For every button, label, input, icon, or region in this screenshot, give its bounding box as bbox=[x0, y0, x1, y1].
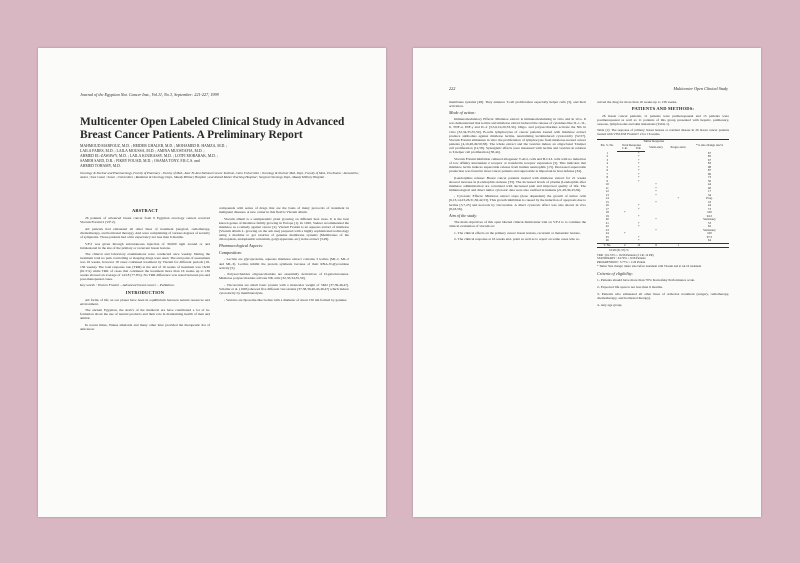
body-paragraph: - Vesicles are liposome-like bodies with a diameter of about 150 nm formed by genuine bbox=[224, 297, 347, 302]
table-cell: 7 bbox=[606, 171, 609, 176]
table-cell: 73 bbox=[707, 206, 711, 211]
table-cell: 100 bbox=[707, 210, 712, 215]
table-header: Total Response bbox=[622, 142, 641, 147]
table-cell: 8 bbox=[606, 175, 609, 180]
mode-of-action-heading: Mode of action: bbox=[449, 110, 476, 116]
table-cell: + bbox=[637, 213, 640, 218]
table-footnote: PROGRESSION : 3.77% = 1/26 Patient bbox=[597, 260, 646, 265]
abstract-paragraph: All patients had exhausted all other lines of treatment (surgical, radiotherapy, chemotherapy, and hormonal therapy). And were complaining of various degrees of severity of symptoms. Those patients had a life expectancy not less than 6 months. bbox=[80, 226, 210, 239]
table-cell: 34 bbox=[707, 192, 711, 197]
criteria-item: 2- Expected life span is not less than 6 months. bbox=[597, 285, 663, 290]
tumor-response-table bbox=[597, 139, 729, 248]
table-cell: 20 bbox=[605, 217, 609, 222]
table-cell: T. No. bbox=[597, 243, 617, 248]
table-cell: 96 bbox=[707, 171, 711, 176]
body-paragraph: Viscum Fraxini inhibition cultured allogeneic T-ALL cells and B-CLL cells with no induction of low affinity interleukin 2 receptor or transferrin receptor expression [5]. This indicates that mistletoe lectin induces superoxide release from human neutrophils [13]. Decreased superoxide production was found in most cancer patients and superoxide is important in host defense [34]. bbox=[449, 156, 586, 173]
body-paragraph: 2- The clinical response at 16 weeks end- point as well as to report on some cases who re- bbox=[454, 237, 580, 242]
page-number: 222 bbox=[449, 86, 456, 91]
body-paragraph: 26 breast cancer patients, 11 patients were premenopausal and 15 patients were postmenopausal as well as 11 patients of this group presented with hepatic, pulmonary, osseous, lymph nodes and skin metastasis (Table 1). bbox=[597, 114, 729, 127]
table-cell: 18 bbox=[605, 210, 609, 215]
table-cell: + bbox=[637, 224, 640, 229]
table-cell: 14 bbox=[632, 243, 645, 248]
table-cell: 6 bbox=[606, 168, 609, 173]
criteria-item: 4- Any age group. bbox=[597, 302, 623, 307]
table-cell: 10 bbox=[605, 182, 609, 187]
body-paragraph: 1- The clinical effects on the primary cancer breast lesions, recurrent or metastatic lesions. bbox=[454, 230, 581, 235]
table-cell: 16 bbox=[605, 203, 609, 208]
table-cell: Stationary bbox=[703, 217, 716, 222]
table-cell: 25 bbox=[605, 234, 609, 239]
body-paragraph: Immunomodulatory Effects: Mistletoe extract is immunomodulating in vitro and in vivo. It was demonstrated that lectins and mistletoe extract induced the release of cytokines like IL-1, IL-6, TNF-α, INF-γ and IL-2 [3,5,6,10,20,33,34]. Oligo- and polysaccharides activate the NK in vitro [32,34,35,55,59]. B-cells lymphocytes of cancer patients treated with mistletoe extract produce antibodies against mistletoe lectins, neutralizing lectininduced cytotoxicity [52,57]. Viscum Fraxini stimulates in vitro the proliferation of lymphocytes from mistletoe-treated cancer patients [4,10,48,49,50,58]. The whole extract and the vesicles induce an oligoclonal T-helper cell proliferation [12,58]. Synergistic effects were measured with lectins and vesicles in relation to T-helper cell proliferation [38,44]. bbox=[449, 117, 586, 155]
table-footnote: TRR : (61.53% = 16/26 Patients (2 CR, 14 PR) bbox=[597, 252, 654, 257]
table-cell: 67 bbox=[707, 157, 711, 162]
journal-header: Journal of the Egyptian Nat. Cancer Inst., Vol.11, No.3, September: 221-227, 1999 bbox=[80, 92, 219, 97]
table-cell: 2 bbox=[606, 154, 609, 159]
table-cell: + bbox=[637, 203, 640, 208]
table-cell: 24 bbox=[605, 231, 609, 236]
abstract-heading: ABSTRACT bbox=[131, 208, 159, 213]
table-cell: + bbox=[637, 161, 640, 166]
composition-heading: Composition: bbox=[219, 250, 242, 256]
table-header: C.R. bbox=[617, 147, 632, 151]
keywords: Key words : Viscum Fraxini – Advanced breast cancer – Palliation. bbox=[80, 283, 175, 288]
table-cell: + bbox=[655, 185, 657, 190]
pharmacological-heading: Pharmacological Aspects: bbox=[219, 243, 264, 249]
table-cell: 21 bbox=[605, 220, 609, 225]
table-cell: + bbox=[637, 154, 640, 159]
abstract-paragraph: 26 patients of advanced breast cancer from 9 Egyptian oncology centers received Viscum Fraxini 2 (V.F.2). bbox=[80, 216, 210, 225]
left-page bbox=[38, 48, 386, 517]
table-cell: 94.5 bbox=[706, 213, 713, 218]
table-cell: 19 bbox=[605, 213, 609, 218]
body-paragraph: ceived the drug for more than 16 weeks up to 136 weeks. bbox=[597, 100, 678, 104]
table-cell: + bbox=[677, 196, 680, 201]
table-header: Pat. S. No. bbox=[597, 140, 617, 152]
affiliations: Oncology & Nuclear and Pharmacology, Faculty of Pharmacy , Faculty of Med., Kasr El-Aini National Cancer Institute, Cairo Universities ; Oncology & Nuclear Med. Dept., Faculty of Med., Ein-Shams ; Alexandria ; Assiut ; Suez Canal ; Sonar , Universities ; Radiation & Oncology Dept., Maady Military Hospital ; and Ahmed Maher Teaching Hospital ; Surgical Oncology Dept., Maady Military Hospital . bbox=[80, 171, 360, 179]
intro-paragraph: The ancient Egyptian, the Arab's of the medieval era have contributed a lot of in-formation about the use of natural products and their role in maintaining health of man and animal. bbox=[80, 308, 210, 321]
table-cell: 73 bbox=[707, 175, 711, 180]
running-head: Multicenter Open Clinical Study bbox=[673, 86, 728, 91]
table-cell: 40 bbox=[707, 185, 711, 190]
table-cell: Stationary bbox=[703, 227, 716, 232]
table-cell: 5 bbox=[606, 164, 609, 169]
table-cell: + bbox=[637, 168, 640, 173]
body-paragraph: - Viscotoxins are small basic protein with a molecular weight of 5KD [37,39,46,47]. Schaller et al. (1995) showed five different viscotoxins [37,38,39,40,45,46,47] which induce cytotoxicity by membranolysis. bbox=[219, 282, 349, 296]
table-cell: 4 bbox=[606, 161, 609, 166]
table-cell: 16 bbox=[707, 199, 711, 204]
table-cell: 23 bbox=[605, 227, 609, 232]
table-cell: Prog. bbox=[706, 196, 713, 201]
table-cell: 100 bbox=[707, 231, 712, 236]
table-cell: 67 bbox=[707, 150, 711, 155]
table-cell: + bbox=[637, 175, 640, 180]
intro-paragraph: All forms of life on our planet have been in equilibrium between natural resources and environment. bbox=[80, 297, 210, 306]
table-cell: 64 bbox=[707, 238, 711, 243]
author-line: SAMEH SAED, D.R. ; FIKRY FOUAD, M.D. ; OSAMA TONY, F.R.C.S. and bbox=[80, 159, 200, 164]
table-cell: 17 bbox=[707, 189, 711, 194]
abstract-paragraph: V.F.2 was given through subcutaneous injection of 30,000 ngm around or and intralesional in the site of the primary or recurrent breast lesions. bbox=[80, 241, 210, 250]
right-page-column-1 bbox=[449, 100, 586, 244]
table-cell: 85 bbox=[707, 154, 711, 159]
table-cell: 17 bbox=[605, 206, 609, 211]
body-paragraph: β-endorphins release: Breast cancer patients treated with mistletoe extract for 21 weeks showed increase in β-endorphin realease [33]. The increased levels of plasma β-endorphin after mistletoe administration are correlated with decreased pain and improved quality of life. The immunological and direct tumor cytotoxic data were also verified in humans [21,28,30,43,56]. bbox=[449, 175, 586, 192]
criteria-heading: Criteria of eligibility: bbox=[597, 271, 634, 277]
table-footnotes bbox=[597, 254, 729, 268]
table-cell: 1 bbox=[606, 150, 609, 155]
article-title: Multicenter Open Labeled Clinical Study in Advanced Breast Cancer Patients. A Preliminary Report bbox=[80, 116, 345, 141]
table-caption: Table (1): The response of primary breast lesions or residual disease in 26 breast cancer patients treated with VISCUM Fraxini® 2 for 16 weeks. bbox=[597, 127, 729, 136]
criteria-item: 3- Patients who exhausted all other lines of orthodox treatment (surgery, radiotherapy, chemotherapy, and hormonal therapy). bbox=[597, 291, 729, 300]
body-paragraph: - Polysaccharides oligosaccharides are essentially derivatives of D-galacturonates. Mistletoe polysaccharides activate NK cells [32,33,34,35,59]. bbox=[219, 272, 349, 281]
introduction-heading: INTRODUCTION bbox=[125, 289, 165, 295]
author-line: LAILA FARES, M.D. ; LAILA MOUSSA, M.D. ; AMINA MUOSTAFIA, M.D. ; bbox=[80, 149, 205, 154]
table-cell: + bbox=[637, 234, 640, 239]
table-cell: + bbox=[655, 217, 657, 222]
table-cell: 26 bbox=[605, 238, 609, 243]
table-header: Progre-ssive bbox=[670, 144, 686, 149]
table-cell: + bbox=[637, 206, 640, 211]
abstract-paragraph: The clinical and laboratory examinations were conducted once weekly. During the treatment total no pain controlling or sleeping drugs were used. The end point of assessment was 16 weeks, however 18 cases continued treatment by Viscum for different periods (18-136 weeks). The total response rate (TRR) at the end of 16 weeks of treatment was 16/26 (61.5%) while TRR of cases that continued the treatment more than 16 weeks up to 136 weeks showed an average of 14/18 (77.8%). No TRR difference was noted between pre-and post-menopausal cases. bbox=[80, 252, 210, 281]
right-page bbox=[413, 48, 761, 517]
table-header: Tumor Response bbox=[617, 140, 689, 144]
table-cell: + bbox=[623, 210, 626, 215]
patients-methods-heading: PATIENTS AND METHODS: bbox=[631, 106, 695, 112]
table-cell: 11 bbox=[605, 185, 609, 190]
aim-heading: Aim of the study: bbox=[449, 212, 478, 218]
table-cell: 62 bbox=[707, 224, 711, 229]
body-paragraph: The main objectives of this open labeled clinical multicenter trial on V.F.2 is to continue the clinical evaluation of viscum on: bbox=[449, 219, 586, 228]
left-column bbox=[80, 206, 210, 334]
table-cell: 50 bbox=[707, 178, 711, 183]
body-paragraph: Viscum album is a semiparasitic plant growing on different host trees. It is the best known genus of mistletoe family growing in Europe [1]. In 1920, Steiner recommended the mistletoe as a remedy against cancer [2]. Viscum Fraxini is an aqueous extract of mistletoe (Viscum album L. growing on the ash tree) prepared with a highly sophisticated technology using a machine to get vesicles of genuine membrane systems (Membranes of the chloroplasts, endoplasmic reticulum, golgi apparatus, etc) in the extract [3,29]. bbox=[219, 216, 349, 242]
table-footnote: * Tumor Size change: tumor size before treatment with Viscum and at wk 16 treatment bbox=[597, 263, 702, 268]
table-cell bbox=[690, 243, 729, 248]
table-cell: 44 bbox=[707, 182, 711, 187]
table-cell: 12 bbox=[605, 189, 609, 194]
body-paragraph: membrane systems [48]. They enhance T-cell proliferation especially helper cells [3], and their activation. bbox=[449, 100, 586, 109]
author-line: AHMED EL-ZAWAWY, M.D. ; LAILA KOURASSY, M.D. ; LOTFI MOBARAK, M.D. ; bbox=[80, 154, 218, 159]
table-cell: + bbox=[637, 150, 640, 155]
table-cell: 53 bbox=[707, 220, 711, 225]
table-cell: + bbox=[637, 238, 640, 243]
criteria-item: 1- Patients should have more than 70% Karnofsky Performance scale. bbox=[597, 278, 695, 283]
table-header: P.R. bbox=[632, 147, 645, 151]
table-cell: 1 bbox=[667, 243, 690, 248]
table-cell: + bbox=[637, 157, 640, 162]
table-cell: 2 bbox=[617, 243, 632, 248]
right-column bbox=[219, 206, 349, 304]
table-cell: + bbox=[655, 189, 657, 194]
table-cell: 98 bbox=[707, 164, 711, 169]
table-cell: 97.5 bbox=[706, 234, 713, 239]
table-body bbox=[597, 151, 729, 243]
table-cell: 44 bbox=[707, 203, 711, 208]
table-cell: 14 bbox=[605, 196, 609, 201]
author-list bbox=[80, 144, 360, 169]
table-cell: 22 bbox=[605, 224, 609, 229]
table-cell: + bbox=[655, 192, 657, 197]
table-cell: + bbox=[637, 171, 640, 176]
table-header: *% size change rate% bbox=[690, 140, 729, 152]
criteria-list bbox=[597, 278, 729, 306]
table-summary: 16/26 (61.53) % bbox=[609, 248, 629, 253]
body-paragraph: compounds with series of drugs that are the basis of many protocols of treatment in malignant diseases. A new comer in this field is Viscum album. bbox=[219, 206, 349, 215]
body-paragraph: - Lectins are glycoproteins, aqueous mistletoe extract contains 3 lectins (ML-I, ML-2 and ML-3). Lectins inhibit the protein synthesis because of their RNA-N-glycosidase activity [5]. bbox=[219, 257, 349, 270]
table-cell: 83 bbox=[707, 161, 711, 166]
table-footnote: STATIONARY : 34.70% = 9/26 Patients bbox=[597, 256, 646, 261]
table-cell: 87 bbox=[707, 168, 711, 173]
table-cell: + bbox=[655, 227, 657, 232]
table-cell: + bbox=[623, 231, 626, 236]
table-cell: 9 bbox=[606, 178, 609, 183]
table-cell: + bbox=[655, 199, 657, 204]
table-cell: 13 bbox=[605, 192, 609, 197]
table-cell: + bbox=[637, 178, 640, 183]
table-cell: + bbox=[655, 182, 657, 187]
table-cell: 15 bbox=[605, 199, 609, 204]
author-line: AHMED TOHAMY, M.D. bbox=[80, 164, 121, 169]
table-cell: + bbox=[637, 220, 640, 225]
table-total-row bbox=[597, 243, 729, 248]
author-line: MAHMOUD MARFOUZ, M.D. ; HEIDER GHALEB, M.D. ; MOHAMED R. HAMZA, M.D. ; bbox=[80, 144, 228, 148]
right-page-column-2 bbox=[597, 100, 729, 309]
body-paragraph: - Cytotoxic Effects: Mistletoe extract stops (dose dependent) the growth of tumor cells [6,13,14,23,26,31,36,42,53]. This growth inhibition is caused by the induction of apoptosis due to lectins [5,7,25] and necrosis by viscotoxins. A direct cytotoxic effect was also shown in vivo [8,43,56]. bbox=[449, 194, 586, 211]
table-cell: + bbox=[637, 164, 640, 169]
table-header: Statio-nary bbox=[649, 144, 663, 149]
table-cell: 9 bbox=[645, 243, 666, 248]
table-cell: 3 bbox=[606, 157, 609, 162]
intro-paragraph: In recent times, Waksa alkaloids and many other later provided the therapeutic list of anticancer bbox=[80, 323, 210, 332]
